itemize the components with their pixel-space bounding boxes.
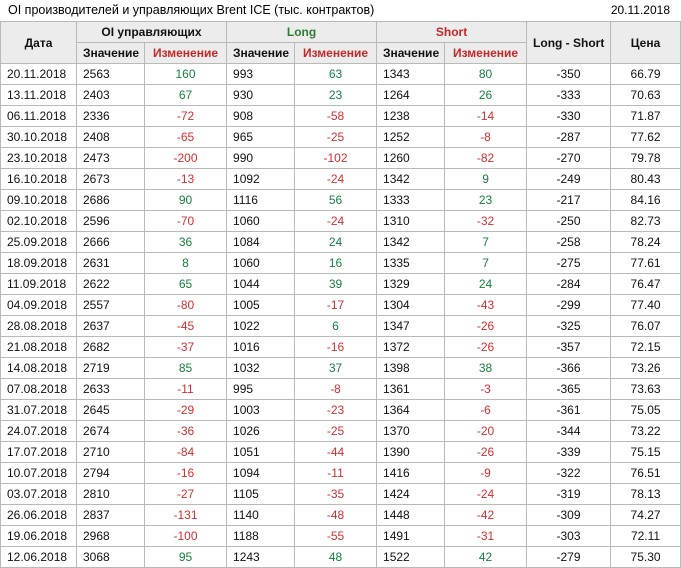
cell-long-change: -24 [295,169,377,190]
report-date: 20.11.2018 [610,3,670,17]
cell-short-value: 1252 [377,127,445,148]
cell-managed-value: 2631 [77,253,145,274]
cell-long-short: -344 [527,421,611,442]
cell-long-change: -44 [295,442,377,463]
cell-date: 25.09.2018 [1,232,77,253]
cell-short-value: 1343 [377,64,445,85]
cell-long-value: 1005 [227,295,295,316]
cell-long-value: 1044 [227,274,295,295]
cell-long-change: 39 [295,274,377,295]
cell-short-change: -26 [445,442,527,463]
cell-managed-change: -36 [145,421,227,442]
cell-long-change: -25 [295,127,377,148]
cell-price: 70.63 [611,85,681,106]
cell-long-short: -284 [527,274,611,295]
cell-date: 17.07.2018 [1,442,77,463]
cell-managed-change: -72 [145,106,227,127]
cell-long-short: -365 [527,379,611,400]
cell-managed-change: -84 [145,442,227,463]
cell-price: 76.07 [611,316,681,337]
table-row [1,274,681,295]
cell-price: 71.87 [611,106,681,127]
cell-managed-change: 67 [145,85,227,106]
cell-long-value: 965 [227,127,295,148]
cell-short-value: 1335 [377,253,445,274]
cell-price: 80.43 [611,169,681,190]
cell-managed-change: -45 [145,316,227,337]
column-header-managed: OI управляющих [77,22,227,43]
cell-short-change: -42 [445,505,527,526]
cell-long-value: 1084 [227,232,295,253]
cell-long-change: -16 [295,337,377,358]
cell-long-short: -339 [527,442,611,463]
subheader-managed-change: Изменение [145,43,227,64]
table-row [1,64,681,85]
table-row [1,358,681,379]
cell-managed-value: 2710 [77,442,145,463]
cell-price: 79.78 [611,148,681,169]
cell-date: 09.10.2018 [1,190,77,211]
cell-short-value: 1238 [377,106,445,127]
cell-long-change: -17 [295,295,377,316]
table-row [1,253,681,274]
cell-short-value: 1304 [377,295,445,316]
table-row [1,148,681,169]
cell-date: 14.08.2018 [1,358,77,379]
cell-long-short: -357 [527,337,611,358]
cell-short-change: 9 [445,169,527,190]
table-row [1,169,681,190]
cell-long-value: 1140 [227,505,295,526]
cell-date: 20.11.2018 [1,64,77,85]
cell-short-change: 7 [445,232,527,253]
cell-long-value: 1094 [227,463,295,484]
oi-table [0,21,681,568]
cell-short-change: -26 [445,316,527,337]
cell-managed-change: 8 [145,253,227,274]
cell-long-change: 6 [295,316,377,337]
cell-long-change: 63 [295,64,377,85]
cell-long-value: 1243 [227,547,295,568]
cell-short-value: 1364 [377,400,445,421]
cell-long-short: -279 [527,547,611,568]
cell-price: 73.26 [611,358,681,379]
cell-date: 31.07.2018 [1,400,77,421]
cell-long-change: 48 [295,547,377,568]
cell-long-short: -322 [527,463,611,484]
cell-short-change: 24 [445,274,527,295]
header-row-groups [1,22,681,43]
cell-long-short: -275 [527,253,611,274]
cell-short-value: 1398 [377,358,445,379]
cell-managed-value: 3068 [77,547,145,568]
cell-long-change: 23 [295,85,377,106]
cell-long-change: -8 [295,379,377,400]
cell-date: 12.06.2018 [1,547,77,568]
subheader-long-value: Значение [227,43,295,64]
cell-short-change: -82 [445,148,527,169]
cell-price: 72.15 [611,337,681,358]
cell-price: 73.63 [611,379,681,400]
cell-price: 75.15 [611,442,681,463]
cell-long-short: -330 [527,106,611,127]
cell-managed-value: 2557 [77,295,145,316]
cell-long-short: -319 [527,484,611,505]
cell-short-change: -24 [445,484,527,505]
cell-price: 77.61 [611,253,681,274]
cell-managed-change: 85 [145,358,227,379]
cell-price: 84.16 [611,190,681,211]
cell-managed-change: -27 [145,484,227,505]
cell-long-value: 990 [227,148,295,169]
cell-short-change: 7 [445,253,527,274]
cell-managed-change: -11 [145,379,227,400]
cell-managed-value: 2637 [77,316,145,337]
cell-long-value: 908 [227,106,295,127]
cell-short-change: -32 [445,211,527,232]
cell-managed-value: 2719 [77,358,145,379]
cell-short-value: 1260 [377,148,445,169]
subheader-short-value: Значение [377,43,445,64]
cell-short-change: -6 [445,400,527,421]
cell-price: 76.51 [611,463,681,484]
cell-managed-value: 2674 [77,421,145,442]
table-row [1,211,681,232]
cell-price: 82.73 [611,211,681,232]
cell-long-value: 1060 [227,253,295,274]
table-row [1,337,681,358]
cell-managed-change: -200 [145,148,227,169]
cell-managed-change: 95 [145,547,227,568]
cell-short-value: 1342 [377,232,445,253]
cell-short-value: 1333 [377,190,445,211]
cell-long-value: 1060 [227,211,295,232]
cell-long-value: 1051 [227,442,295,463]
cell-short-value: 1264 [377,85,445,106]
table-row [1,232,681,253]
cell-date: 04.09.2018 [1,295,77,316]
cell-long-change: -58 [295,106,377,127]
cell-long-short: -287 [527,127,611,148]
cell-short-change: 23 [445,190,527,211]
column-header-price: Цена [611,22,681,64]
cell-date: 19.06.2018 [1,526,77,547]
cell-managed-change: 65 [145,274,227,295]
cell-managed-value: 2666 [77,232,145,253]
cell-long-change: -48 [295,505,377,526]
table-row [1,85,681,106]
cell-short-value: 1424 [377,484,445,505]
cell-managed-change: -131 [145,505,227,526]
cell-long-value: 1116 [227,190,295,211]
column-header-short: Short [377,22,527,43]
cell-managed-change: -65 [145,127,227,148]
cell-long-change: -35 [295,484,377,505]
cell-long-value: 1022 [227,316,295,337]
cell-long-value: 1188 [227,526,295,547]
cell-short-change: -20 [445,421,527,442]
table-row [1,106,681,127]
cell-short-value: 1361 [377,379,445,400]
cell-managed-change: 36 [145,232,227,253]
cell-price: 66.79 [611,64,681,85]
cell-long-short: -333 [527,85,611,106]
cell-short-change: -8 [445,127,527,148]
table-head [1,22,681,64]
cell-long-value: 1026 [227,421,295,442]
table-row [1,505,681,526]
table-row [1,190,681,211]
cell-long-short: -299 [527,295,611,316]
table-row [1,421,681,442]
cell-managed-change: -100 [145,526,227,547]
cell-long-short: -350 [527,64,611,85]
cell-managed-change: 90 [145,190,227,211]
cell-long-value: 995 [227,379,295,400]
cell-short-change: 26 [445,85,527,106]
table-row [1,547,681,568]
cell-long-value: 1032 [227,358,295,379]
subheader-long-change: Изменение [295,43,377,64]
column-header-date: Дата [1,22,77,64]
cell-managed-value: 2686 [77,190,145,211]
cell-long-change: 16 [295,253,377,274]
cell-long-change: -23 [295,400,377,421]
cell-managed-value: 2810 [77,484,145,505]
cell-short-value: 1310 [377,211,445,232]
subheader-short-change: Изменение [445,43,527,64]
table-row [1,463,681,484]
cell-long-short: -303 [527,526,611,547]
cell-managed-change: -29 [145,400,227,421]
table-row [1,400,681,421]
cell-managed-value: 2837 [77,505,145,526]
cell-long-short: -270 [527,148,611,169]
cell-price: 78.24 [611,232,681,253]
cell-long-value: 930 [227,85,295,106]
cell-price: 77.40 [611,295,681,316]
cell-managed-value: 2403 [77,85,145,106]
cell-managed-value: 2336 [77,106,145,127]
cell-long-change: -25 [295,421,377,442]
cell-managed-value: 2596 [77,211,145,232]
cell-short-change: 38 [445,358,527,379]
cell-long-short: -249 [527,169,611,190]
cell-date: 26.06.2018 [1,505,77,526]
cell-short-value: 1370 [377,421,445,442]
cell-managed-change: 160 [145,64,227,85]
cell-date: 16.10.2018 [1,169,77,190]
subheader-managed-value: Значение [77,43,145,64]
cell-long-short: -366 [527,358,611,379]
cell-date: 11.09.2018 [1,274,77,295]
cell-short-value: 1448 [377,505,445,526]
cell-price: 75.05 [611,400,681,421]
cell-date: 30.10.2018 [1,127,77,148]
cell-long-change: -55 [295,526,377,547]
cell-managed-change: -16 [145,463,227,484]
cell-long-change: -24 [295,211,377,232]
cell-long-short: -250 [527,211,611,232]
cell-long-change: 37 [295,358,377,379]
table-row [1,316,681,337]
cell-short-value: 1522 [377,547,445,568]
cell-date: 21.08.2018 [1,337,77,358]
cell-price: 72.11 [611,526,681,547]
cell-long-value: 1092 [227,169,295,190]
cell-short-value: 1416 [377,463,445,484]
table-row [1,442,681,463]
cell-managed-value: 2968 [77,526,145,547]
cell-date: 02.10.2018 [1,211,77,232]
cell-short-value: 1491 [377,526,445,547]
cell-long-change: -11 [295,463,377,484]
cell-price: 77.62 [611,127,681,148]
cell-date: 23.10.2018 [1,148,77,169]
column-header-long-short: Long - Short [527,22,611,64]
table-body [1,64,681,568]
table-row [1,526,681,547]
cell-long-change: 56 [295,190,377,211]
cell-managed-value: 2794 [77,463,145,484]
table-row [1,127,681,148]
title-bar [0,0,680,21]
cell-long-value: 993 [227,64,295,85]
cell-date: 07.08.2018 [1,379,77,400]
cell-managed-value: 2645 [77,400,145,421]
cell-short-change: 42 [445,547,527,568]
cell-price: 76.47 [611,274,681,295]
cell-date: 28.08.2018 [1,316,77,337]
table-row [1,484,681,505]
cell-date: 18.09.2018 [1,253,77,274]
cell-date: 06.11.2018 [1,106,77,127]
cell-long-value: 1016 [227,337,295,358]
cell-long-short: -258 [527,232,611,253]
cell-short-change: -14 [445,106,527,127]
cell-long-change: -102 [295,148,377,169]
cell-short-change: -31 [445,526,527,547]
cell-date: 13.11.2018 [1,85,77,106]
cell-long-value: 1105 [227,484,295,505]
cell-price: 78.13 [611,484,681,505]
cell-short-change: -9 [445,463,527,484]
table-row [1,379,681,400]
cell-managed-value: 2682 [77,337,145,358]
table-row [1,295,681,316]
cell-long-value: 1003 [227,400,295,421]
cell-short-value: 1347 [377,316,445,337]
cell-short-value: 1329 [377,274,445,295]
cell-long-short: -309 [527,505,611,526]
cell-managed-value: 2408 [77,127,145,148]
cell-price: 74.27 [611,505,681,526]
cell-short-change: -26 [445,337,527,358]
cell-managed-change: -70 [145,211,227,232]
cell-long-short: -217 [527,190,611,211]
cell-price: 73.22 [611,421,681,442]
cell-managed-value: 2633 [77,379,145,400]
cell-date: 10.07.2018 [1,463,77,484]
cell-managed-change: -37 [145,337,227,358]
cell-short-value: 1390 [377,442,445,463]
cell-managed-value: 2473 [77,148,145,169]
cell-managed-value: 2622 [77,274,145,295]
cell-managed-change: -13 [145,169,227,190]
page-title: OI производителей и управляющих Brent ICE (тыс. контрактов) [8,3,375,17]
cell-long-short: -325 [527,316,611,337]
column-header-long: Long [227,22,377,43]
cell-date: 24.07.2018 [1,421,77,442]
cell-short-value: 1372 [377,337,445,358]
cell-long-short: -361 [527,400,611,421]
cell-managed-change: -80 [145,295,227,316]
cell-price: 75.30 [611,547,681,568]
cell-short-change: -43 [445,295,527,316]
cell-date: 03.07.2018 [1,484,77,505]
cell-managed-value: 2563 [77,64,145,85]
cell-short-value: 1342 [377,169,445,190]
cell-managed-value: 2673 [77,169,145,190]
cell-short-change: 80 [445,64,527,85]
cell-long-change: 24 [295,232,377,253]
cell-short-change: -3 [445,379,527,400]
